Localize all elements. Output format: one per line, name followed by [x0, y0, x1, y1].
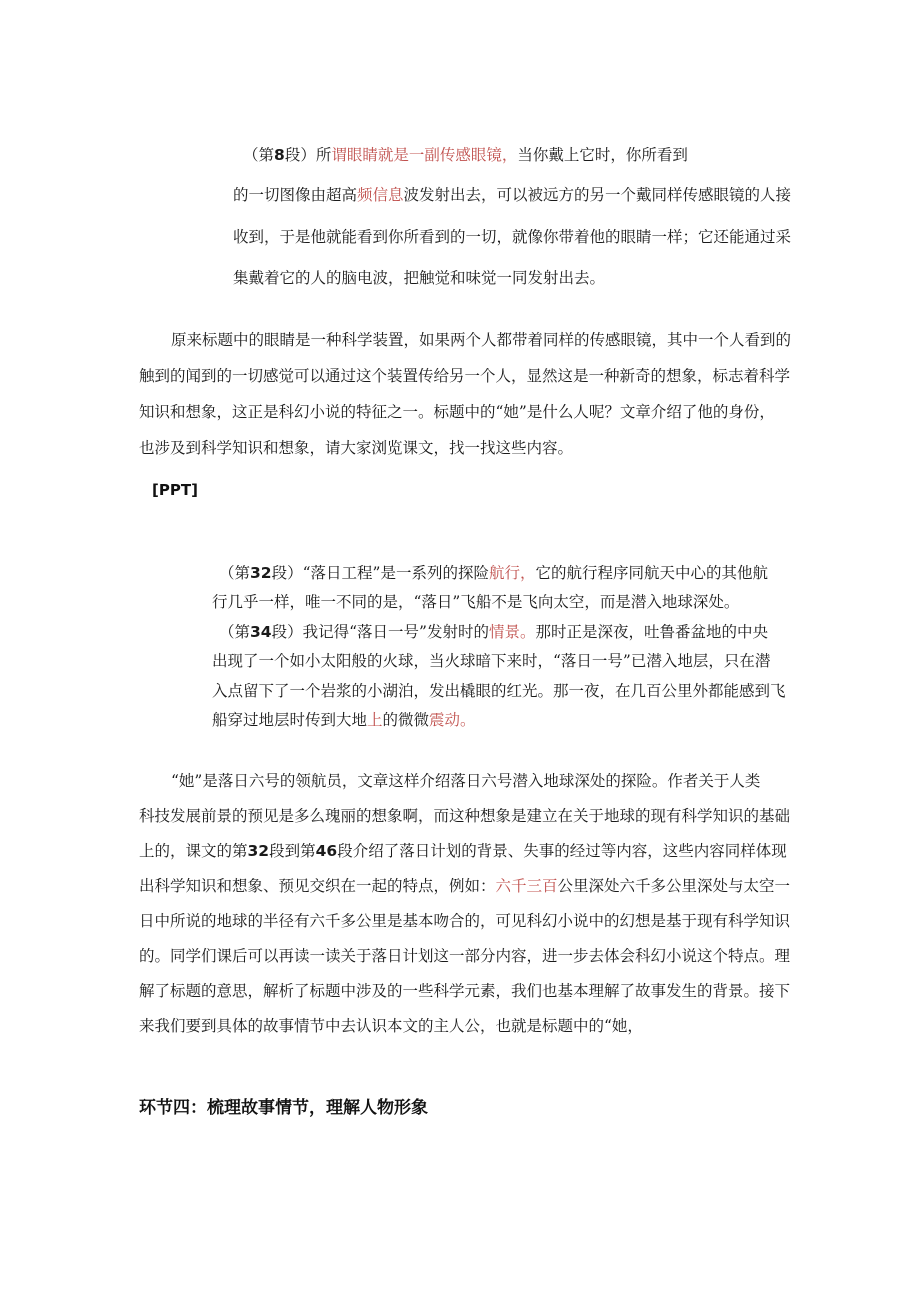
quote2-line4: 出现了一个如小太阳般的火球，当火球暗下来时，“落日一号”已潜入地层，只在潜 — [212, 652, 771, 670]
quote1-line4: 集戴着它的人的脑电波，把触觉和味觉一同发射出去。 — [233, 269, 606, 287]
para2-line3: 上的，课文的第32段到第46段介绍了落日计划的背景、失事的经过等内容，这些内容同样体现 — [139, 842, 787, 860]
para1-line1: 原来标题中的眼睛是一种科学装置，如果两个人都带着同样的传感眼镜，其中一个人看到的 — [171, 331, 792, 349]
section-heading: 环节四：梳理故事情节，理解人物形象 — [139, 1098, 428, 1118]
para2-line1: “她”是落日六号的领航员，文章这样介绍落日六号潜入地球深处的探险。作者关于人类 — [171, 772, 761, 790]
ppt-tag: [PPT] — [152, 481, 198, 499]
quote1-line2: 的一切图像由超高频信息波发射出去，可以被远方的另一个戴同样传感眼镜的人接 — [233, 186, 792, 204]
quote1-line3: 收到，于是他就能看到你所看到的一切，就像你带着他的眼睛一样；它还能通过采 — [233, 228, 792, 246]
para2-line5: 日中所说的地球的半径有六千多公里是基本吻合的，可见科幻小说中的幻想是基于现有科学知识 — [139, 912, 791, 930]
para2-line8: 来我们要到具体的故事情节中去认识本文的主人公，也就是标题中的“她， — [139, 1017, 643, 1035]
quote2-line1: （第32段）“落日工程”是一系列的探险航行，它的航行程序同航天中心的其他航 — [219, 564, 768, 582]
para2-line7: 解了标题的意思，解析了标题中涉及的一些科学元素，我们也基本理解了故事发生的背景。接下 — [139, 982, 791, 1000]
para2-line4: 出科学知识和想象、预见交织在一起的特点，例如：六千三百公里深处六千多公里深处与太空一 — [139, 877, 791, 895]
para2-line2: 科技发展前景的预见是多么瑰丽的想象啊，而这种想象是建立在关于地球的现有科学知识的基础 — [139, 807, 791, 825]
para1-line3: 知识和想象，这正是科幻小说的特征之一。标题中的“她”是什么人呢？文章介绍了他的身份， — [139, 403, 775, 421]
para1-line4: 也涉及到科学知识和想象，请大家浏览课文，找一找这些内容。 — [139, 439, 574, 457]
quote2-line3: （第34段）我记得“落日一号”发射时的情景。那时正是深夜，吐鲁番盆地的中央 — [219, 623, 768, 641]
para1-line2: 触到的闻到的一切感觉可以通过这个装置传给另一个人，显然这是一种新奇的想象，标志着科学 — [139, 367, 791, 385]
para2-line6: 的。同学们课后可以再读一读关于落日计划这一部分内容，进一步去体会科幻小说这个特点。理 — [139, 947, 791, 965]
quote2-line2: 行几乎一样，唯一不同的是，“落日”飞船不是飞向太空，而是潜入地球深处。 — [212, 593, 740, 611]
quote2-line6: 船穿过地层时传到大地上的微微震动。 — [212, 711, 476, 729]
quote2-line5: 入点留下了一个岩浆的小湖泊，发出橇眼的红光。那一夜，在几百公里外都能感到飞 — [212, 682, 786, 700]
quote1-line1: （第8段）所谓眼睛就是一副传感眼镜，当你戴上它时，你所看到 — [243, 146, 688, 164]
